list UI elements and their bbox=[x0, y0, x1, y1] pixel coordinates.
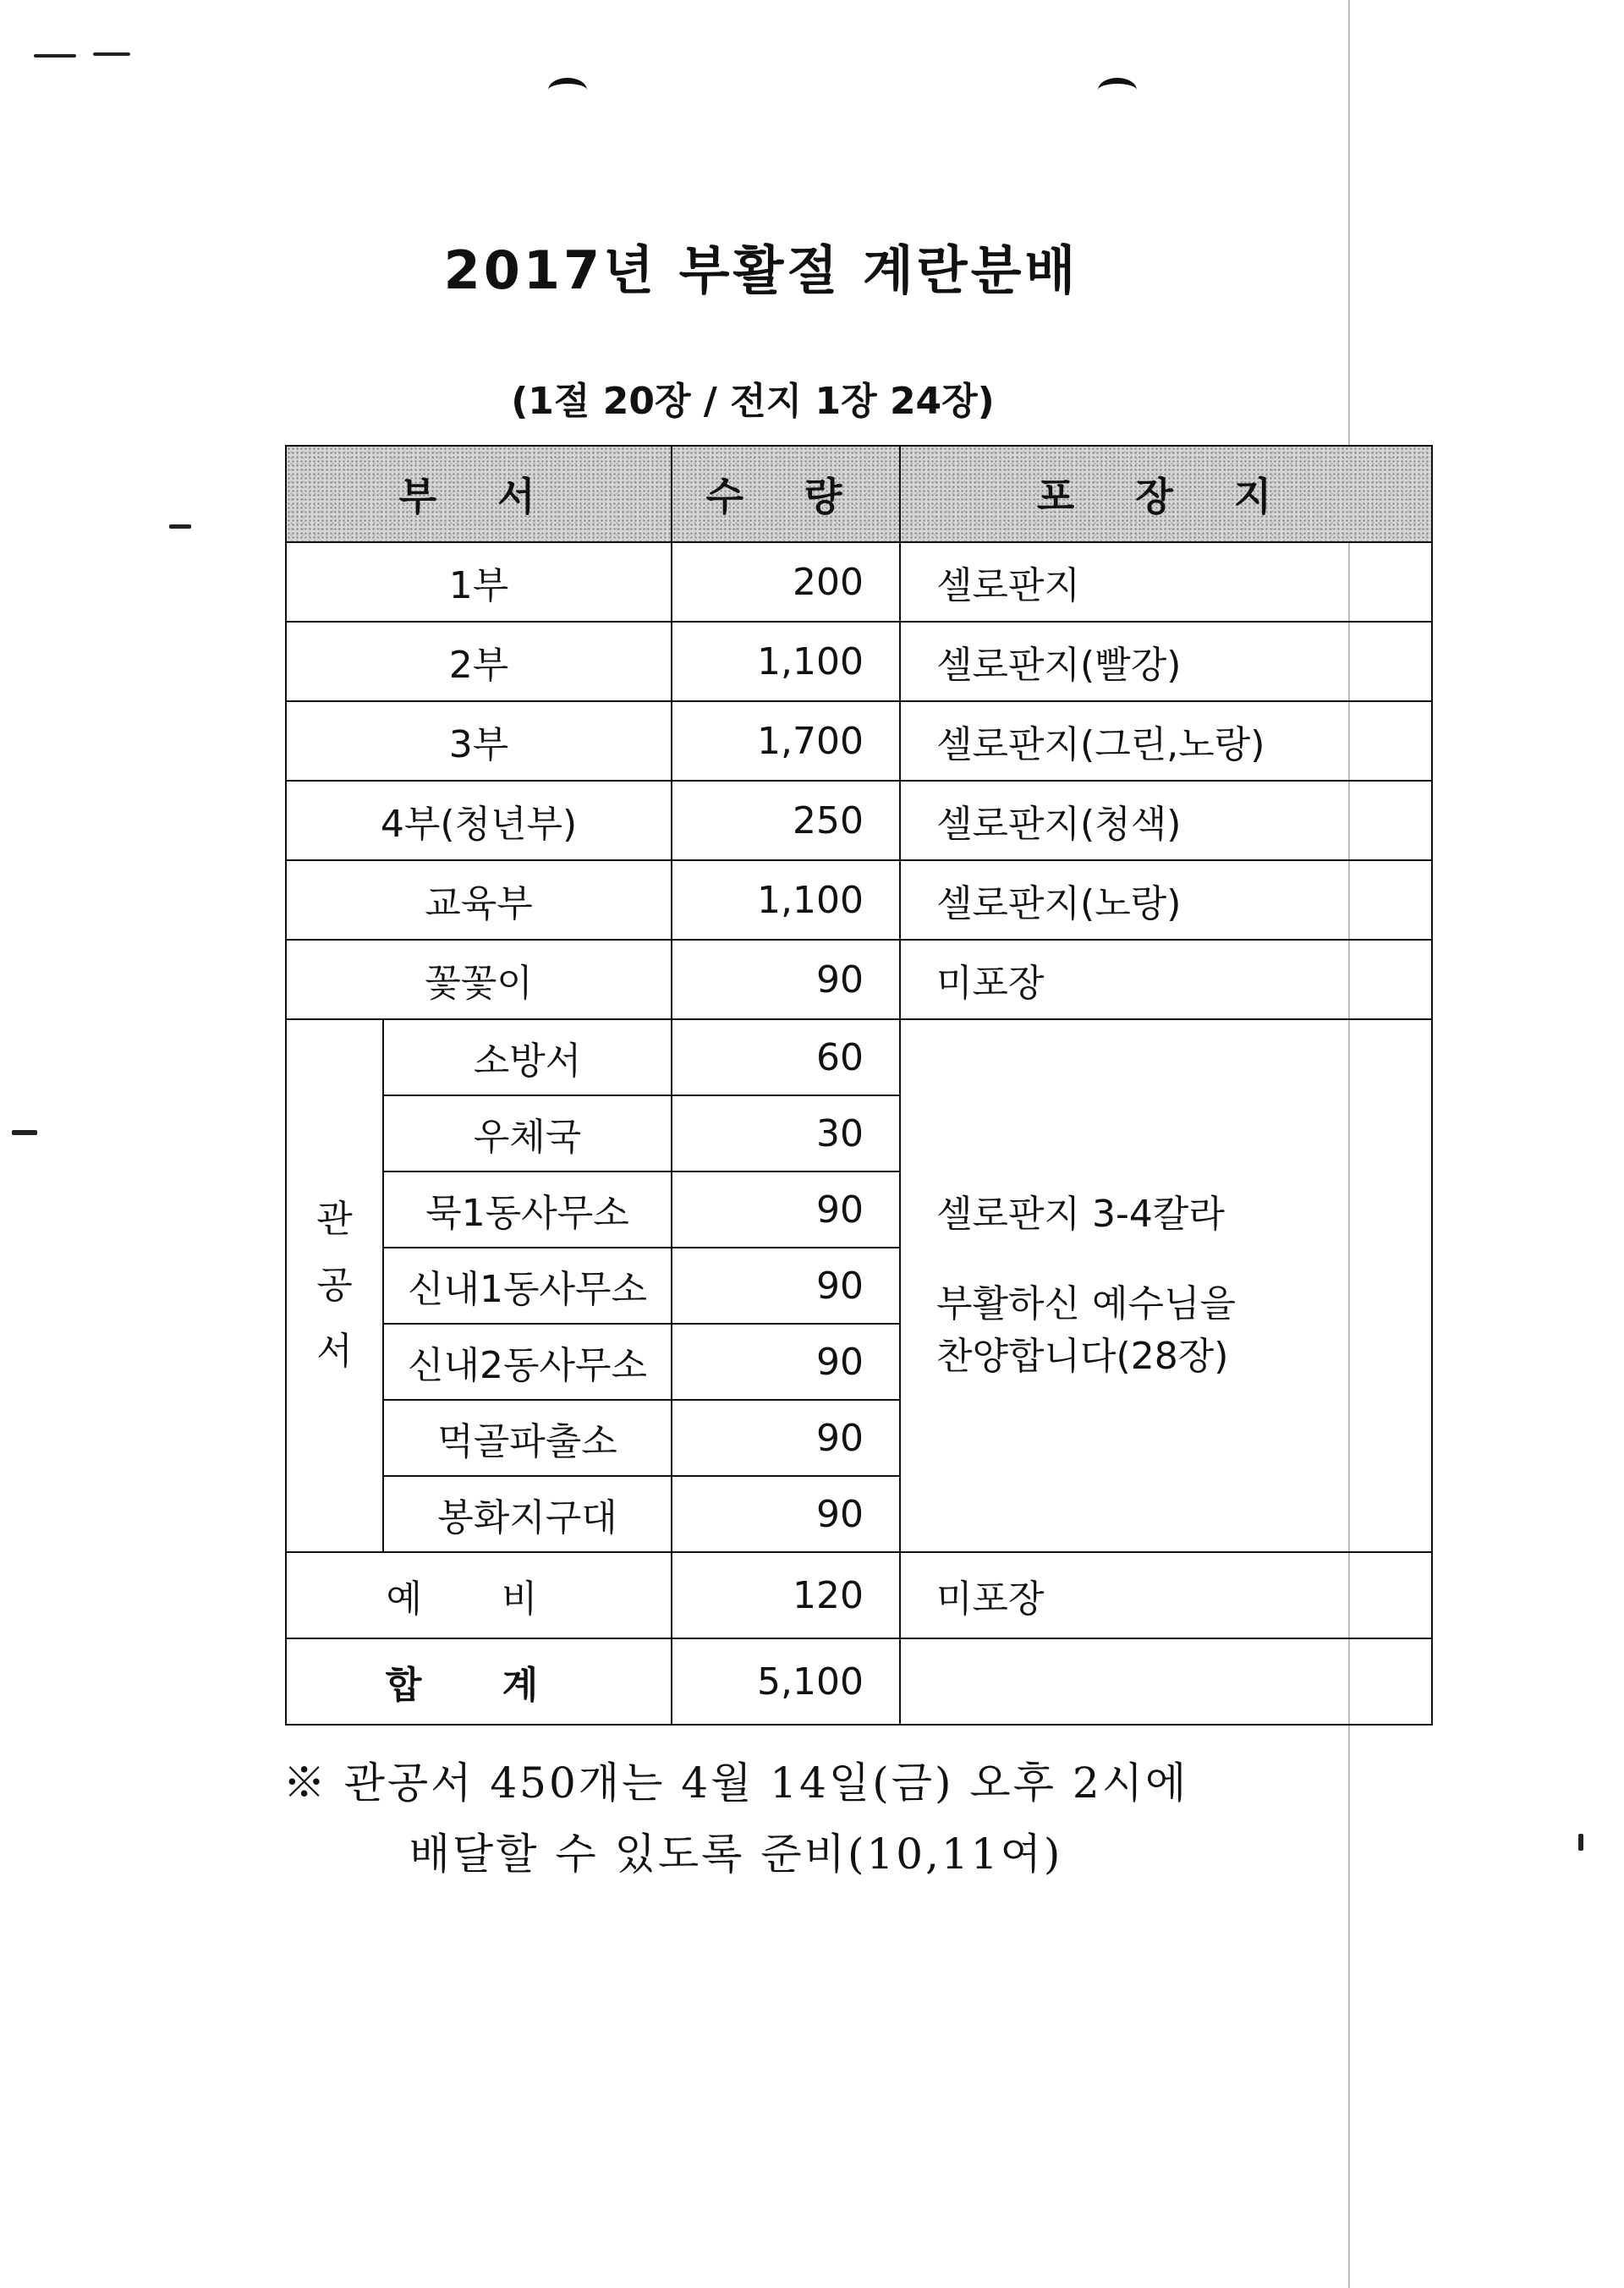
page-title: 2017년 부활절 계란분배 bbox=[443, 239, 1079, 301]
quantity-cell: 30 bbox=[672, 1095, 900, 1171]
total-label-cell: 합 계 bbox=[286, 1638, 672, 1725]
department-cell: 우체국 bbox=[383, 1095, 672, 1171]
quantity-cell: 90 bbox=[672, 1171, 900, 1248]
footnote-line-1: ※ 관공서 450개는 4월 14일(금) 오후 2시에 bbox=[283, 1759, 1189, 1808]
table-header-row bbox=[286, 446, 1432, 542]
department-cell: 소방서 bbox=[383, 1019, 672, 1095]
gov-group-label bbox=[286, 1019, 383, 1552]
packaging-cell: 셀로판지(청색) bbox=[900, 781, 1432, 860]
reserve-label-cell: 예 비 bbox=[286, 1552, 672, 1638]
packaging-note-line: 찬양합니다(28장) bbox=[936, 1335, 1229, 1378]
distribution-table bbox=[285, 445, 1433, 1726]
packaging-note-spacer bbox=[936, 1241, 1431, 1278]
scan-speck bbox=[12, 1130, 37, 1135]
header-packaging: 포 장 지 bbox=[900, 446, 1432, 542]
table-row bbox=[286, 940, 1432, 1019]
quantity-cell: 90 bbox=[672, 940, 900, 1019]
table-row bbox=[286, 542, 1432, 622]
packaging-cell: 셀로판지(빨강) bbox=[900, 622, 1432, 701]
scan-speck bbox=[169, 524, 191, 529]
quantity-cell: 90 bbox=[672, 1248, 900, 1324]
table-row bbox=[286, 860, 1432, 940]
packaging-cell: 셀로판지(노랑) bbox=[900, 860, 1432, 940]
quantity-cell: 60 bbox=[672, 1019, 900, 1095]
department-cell: 교육부 bbox=[286, 860, 672, 940]
quantity-cell: 90 bbox=[672, 1400, 900, 1476]
gov-group-label-char: 관 bbox=[316, 1198, 353, 1241]
footnote-line-2: 배달할 수 있도록 준비(10,11여) bbox=[409, 1830, 1063, 1879]
packaging-cell: 셀로판지 bbox=[900, 542, 1432, 622]
table-row bbox=[286, 781, 1432, 860]
scan-speck bbox=[34, 54, 76, 58]
table-total-row bbox=[286, 1638, 1432, 1725]
gov-group-label-char: 공 bbox=[316, 1264, 353, 1307]
quantity-cell: 200 bbox=[672, 542, 900, 622]
department-cell: 1부 bbox=[286, 542, 672, 622]
header-department: 부 서 bbox=[286, 446, 672, 542]
packaging-note-line: 셀로판지 3-4칼라 bbox=[936, 1193, 1225, 1236]
table-row bbox=[286, 1552, 1432, 1638]
quantity-cell: 1,700 bbox=[672, 701, 900, 781]
department-cell: 묵1동사무소 bbox=[383, 1171, 672, 1248]
department-cell: 꽃꽃이 bbox=[286, 940, 672, 1019]
table-row bbox=[286, 622, 1432, 701]
scan-speck bbox=[1578, 1834, 1583, 1851]
gov-group-label-char: 서 bbox=[316, 1330, 353, 1373]
packaging-cell: 미포장 bbox=[900, 940, 1432, 1019]
packaging-note-line: 부활하신 예수님을 bbox=[936, 1282, 1237, 1325]
total-packaging-cell bbox=[900, 1638, 1432, 1725]
page-subtitle: (1절 20장 / 전지 1장 24장) bbox=[511, 380, 995, 423]
scan-speck bbox=[93, 52, 130, 56]
table-row bbox=[286, 701, 1432, 781]
reserve-packaging-cell: 미포장 bbox=[900, 1552, 1432, 1638]
quantity-cell: 1,100 bbox=[672, 622, 900, 701]
department-cell: 먹골파출소 bbox=[383, 1400, 672, 1476]
total-quantity-cell: 5,100 bbox=[672, 1638, 900, 1725]
gov-group-packaging bbox=[900, 1019, 1432, 1552]
punch-hole-mark-right bbox=[1098, 78, 1137, 102]
department-cell: 2부 bbox=[286, 622, 672, 701]
department-cell: 신내2동사무소 bbox=[383, 1324, 672, 1400]
table-row bbox=[286, 1019, 1432, 1095]
reserve-quantity-cell: 120 bbox=[672, 1552, 900, 1638]
quantity-cell: 250 bbox=[672, 781, 900, 860]
department-cell: 4부(청년부) bbox=[286, 781, 672, 860]
department-cell: 신내1동사무소 bbox=[383, 1248, 672, 1324]
header-quantity: 수 량 bbox=[672, 446, 900, 542]
quantity-cell: 1,100 bbox=[672, 860, 900, 940]
quantity-cell: 90 bbox=[672, 1476, 900, 1552]
punch-hole-mark-left bbox=[548, 78, 587, 102]
department-cell: 봉화지구대 bbox=[383, 1476, 672, 1552]
packaging-cell: 셀로판지(그린,노랑) bbox=[900, 701, 1432, 781]
quantity-cell: 90 bbox=[672, 1324, 900, 1400]
department-cell: 3부 bbox=[286, 701, 672, 781]
